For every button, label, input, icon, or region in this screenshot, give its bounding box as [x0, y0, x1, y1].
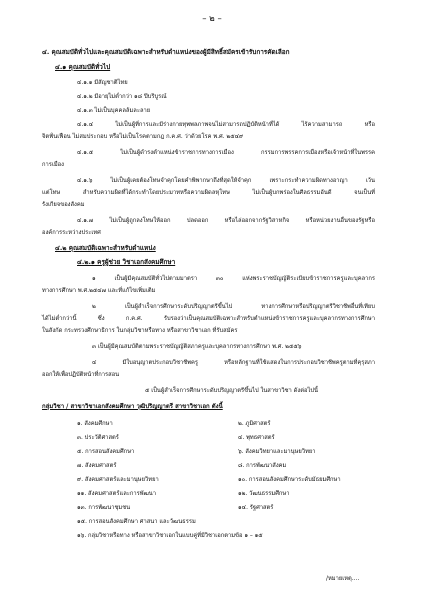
subject-left-13: ๑๓. การพัฒนาชุมชน [77, 505, 131, 511]
subject-right-14: ๑๔. รัฐศาสตร์ [238, 505, 274, 511]
item-4-1-4-line-2: จิตฟั่นเฟือน ไม่สมประกอบ หรือไม่เป็นโรคตามกฎ ก.ค.ศ. ว่าด้วยโรค พ.ศ. ๒๕๔๙ [42, 134, 244, 140]
qualification-2-line-3: ในสังกัด กระทรวงศึกษาธิการ ในกลุ่มวิชาหรือทาง หรือสาขาวิชาเอก ที่รับสมัคร [42, 328, 238, 334]
subject-right-6: ๖. สังคมวิทยาและมานุษยวิทยา [238, 449, 316, 455]
section-4-1-heading: ๔.๑ คุณสมบัติทั่วไป [55, 63, 111, 71]
subject-left-1: ๑. สังคมศึกษา [77, 421, 113, 427]
qualification-4-line-1: ๔ มีใบอนุญาตประกอบวิชาชีพครู หรือหลักฐานที่ใช้แสดงในการประกอบวิชาชีพครูตามที่คุรุสภา [92, 360, 375, 366]
subject-left-7: ๗. สังคมศาสตร์ [77, 463, 117, 469]
qualification-5: ๕ เป็นผู้สำเร็จการศึกษาระดับปริญญาตรีขึ้นไป ในสาขาวิชา ดังต่อไปนี้ [145, 388, 319, 394]
subject-16: ๑๖. กลุ่มวิชาหรือทาง หรือสาขาวิชาเอกในแบบคู่ที่มีวิชาเอกตามข้อ ๑ – ๑๕ [77, 533, 263, 539]
qualification-2-line-1: ๒ เป็นผู้สำเร็จการศึกษาระดับปริญญาตรีขึ้นไป ทางการศึกษาหรือปริญญาตรีวิชาชีพอื่นที่เทียบ [92, 304, 375, 310]
section-4-2-1-heading: ๔.๒.๑ ครูผู้ช่วย วิชาเอกสังคมศึกษา [77, 258, 176, 266]
subject-15: ๑๕. การสอนสังคมศึกษา ศาสนา และวัฒนธรรม [77, 519, 196, 525]
subject-right-8: ๘. การพัฒนาสังคม [238, 463, 287, 469]
subject-right-2: ๒. ภูมิศาสตร์ [238, 421, 271, 427]
item-4-1-7-line-1: ๔.๑.๗ ไม่เป็นผู้ถูกลงโทษให้ออก ปลดออก หรือไล่ออกจากรัฐวิสาหกิจ หรือหน่วยงานอื่นของรัฐหรือ [77, 218, 375, 224]
item-4-1-7-line-2: องค์การระหว่างประเทศ [42, 230, 101, 236]
qualification-2-line-2: ได้ไม่ต่ำกว่านี้ ซึ่ง ก.ค.ศ. รับรองว่าเป็นคุณสมบัติเฉพาะสำหรับตำแหน่งข้าราชการครูและบุคลากรทางการศึกษา [42, 316, 375, 322]
section-4-2-heading: ๔.๒ คุณสมบัติเฉพาะสำหรับตำแหน่ง [55, 244, 156, 252]
qualification-1-line-1: ๑ เป็นผู้มีคุณสมบัติทั่วไปตามมาตรา ๓๐ แห่งพระราชบัญญัติระเบียบข้าราชการครูและบุคลากร [92, 276, 375, 282]
item-4-1-3: ๔.๑.๓ ไม่เป็นบุคคลล้มละลาย [77, 108, 151, 114]
item-4-1-6-line-2: แต่โทษ สำหรับความผิดที่ได้กระทำโดยประมาทหรือความผิดลหุโทษ ไม่เป็นผู้บกพร่องในศีลธรรมอันดี จนเป็นที่ [42, 190, 375, 196]
subject-right-4: ๔. พุทธศาสตร์ [238, 435, 275, 441]
item-4-1-4-line-1: ๔.๑.๔ ไม่เป็นผู้ที่การและมีร่างกายทุพพลภาพจนไม่สามารถปฏิบัติหน้าที่ได้ ไร้ความสามารถ หรือ [77, 122, 375, 128]
footer-continuation-note: /หมายเหตุ.... [326, 576, 360, 582]
page-number: – ๒ – [202, 14, 222, 24]
item-4-1-2: ๔.๑.๒ มีอายุไม่ต่ำกว่า ๑๘ ปีบริบูรณ์ [77, 94, 167, 100]
item-4-1-6-line-1: ๔.๑.๖ ไม่เป็นผู้เคยต้องโทษจำคุกโดยคำพิพากษาถึงที่สุดให้จำคุก เพราะกระทำความผิดทางอาญา เว้น [77, 178, 375, 184]
item-4-1-5-line-1: ๔.๑.๕ ไม่เป็นผู้ดำรงตำแหน่งข้าราชการทางการเมือง กรรมการพรรคการเมืองหรือเจ้าหน้าที่ในพรรค [77, 150, 375, 156]
subject-left-9: ๙. สังคมศาสตร์และมานุษยวิทยา [77, 477, 159, 483]
item-4-1-1: ๔.๑.๑ มีสัญชาติไทย [77, 80, 128, 86]
qualification-3: ๓ เป็นผู้มีคุณสมบัติตามพระราชบัญญัติสภาครูและบุคลากรทางการศึกษา พ.ศ. ๒๕๕๖ [92, 344, 302, 350]
subject-left-5: ๕. การสอนสังคมศึกษา [77, 449, 135, 455]
subject-left-3: ๓. ประวัติศาสตร์ [77, 435, 119, 441]
subject-right-12: ๑๒. วัฒนธรรมศึกษา [238, 491, 290, 497]
qualification-4-line-2: ออกให้เพื่อปฏิบัติหน้าที่การสอน [42, 372, 120, 378]
subject-left-11: ๑๑. สังคมศาสตร์และการพัฒนา [77, 491, 157, 497]
subject-group-heading: กลุ่มวิชา / สาขาวิชาเอกสังคมศึกษา วุฒิปริญญาตรี สาขาวิชาเอก ดังนี้ [42, 403, 223, 410]
qualification-1-line-2: ทางการศึกษา พ.ศ.๒๕๔๗ และที่แก้ไขเพิ่มเติม [42, 288, 156, 294]
item-4-1-5-line-2: การเมือง [42, 162, 64, 168]
item-4-1-6-line-3: รังเกียจของสังคม [42, 202, 85, 208]
subject-right-10: ๑๐. การสอนสังคมศึกษาระดับมัธยมศึกษา [238, 477, 341, 483]
section-4-heading: ๔. คุณสมบัติทั่วไปและคุณสมบัติเฉพาะสำหรับตำแหน่งของผู้มีสิทธิ์สมัครเข้ารับการคัดเลือก [42, 48, 290, 56]
